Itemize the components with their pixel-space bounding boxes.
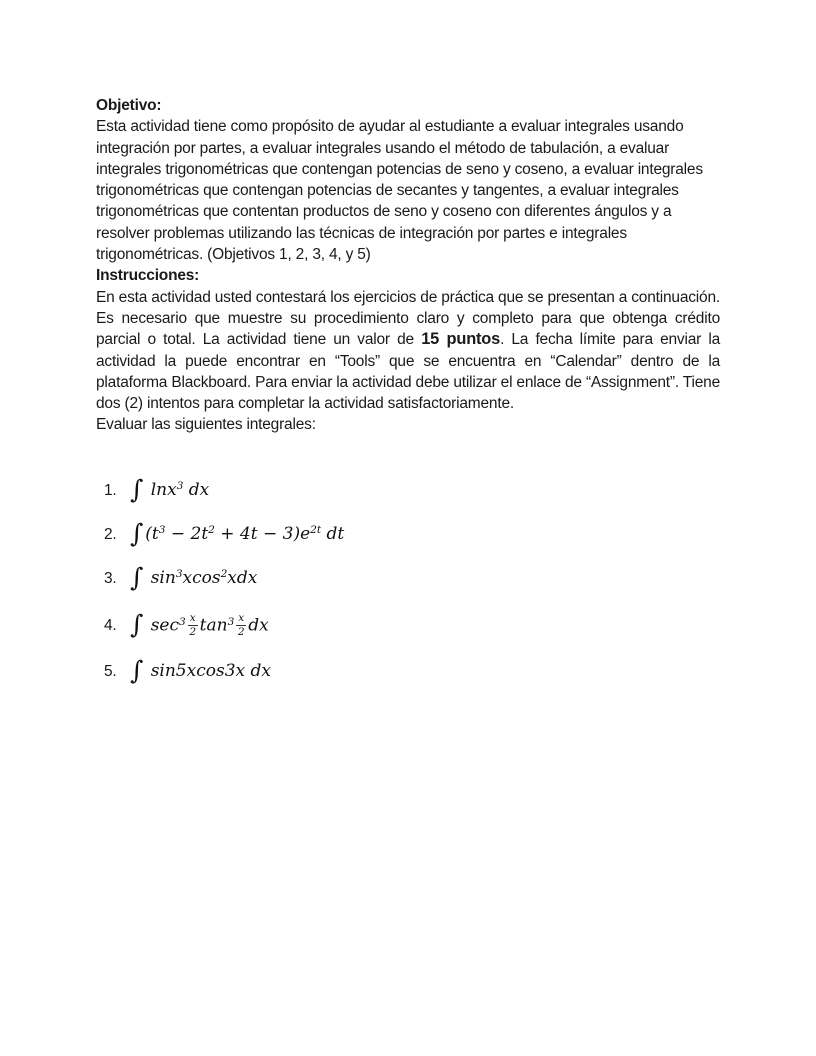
superscript: 2 [220, 568, 228, 581]
fraction [236, 613, 246, 638]
integral-sign: ∫ [130, 519, 144, 550]
math-text: tan [199, 615, 228, 636]
math-text: xcos [182, 568, 221, 589]
points-value: 15 puntos [421, 330, 501, 349]
superscript: 3 [176, 479, 184, 492]
superscript: 3 [227, 615, 235, 628]
math-text: dx [183, 479, 210, 500]
objetivo-heading: Objetivo: [96, 97, 162, 114]
math-expression [130, 655, 271, 686]
math-text: sin [145, 568, 176, 589]
math-text: dx [248, 615, 269, 636]
instrucciones-heading: Instrucciones: [96, 267, 200, 285]
instrucciones-body [96, 287, 720, 415]
instrucciones-text-after: . La fecha límite para enviar la actividad la puede encontrar en “Tools” que se encuentra en “Calendar” dentro de la plataforma Blackboard. Para enviar la actividad debe utilizar el enlace de “Assignment”. Tiene dos (2) intentos para completar la actividad satisfactoriamente. [96, 331, 720, 413]
problems-list [104, 474, 720, 686]
evaluar-line: Evaluar las siguientes integrales: [96, 416, 316, 434]
math-text: − 2t [165, 524, 209, 545]
superscript: 3 [158, 524, 166, 537]
problem-item [104, 610, 720, 641]
fraction-numerator: x [236, 613, 246, 626]
math-text: sec [145, 615, 180, 636]
math-text: + 4t − 3)e [214, 524, 311, 545]
integral-sign: ∫ [130, 474, 144, 505]
math-expression [130, 563, 258, 594]
problem-item [104, 655, 720, 686]
fraction-numerator: x [188, 613, 198, 626]
problem-number: 2. [104, 526, 117, 544]
integral-sign: ∫ [130, 655, 144, 686]
integral-sign: ∫ [130, 610, 144, 641]
superscript: 3 [175, 568, 183, 581]
problem-number: 3. [104, 570, 117, 588]
objetivo-body: Esta actividad tiene como propósito de ayudar al estudiante a evaluar integrales usando integración por partes, a evaluar integrales usando el método de tabulación, a evaluar integrales trigonométricas que contengan potencias de seno y coseno, a evaluar integrales trigonométricas que contengan potencias de secantes y tangentes, a evaluar integrales trigonométricas que contentan productos de seno y coseno con diferentes ángulos y a resolver problemas utilizando las técnicas de integración por partes e integrales trigonométricas. (Objetivos 1, 2, 3, 4, y 5) [96, 118, 703, 264]
superscript: 2 [208, 524, 215, 537]
problem-item [104, 474, 720, 505]
superscript: 2t [310, 524, 322, 537]
math-text: xdx [227, 568, 258, 589]
math-text: dt [321, 524, 345, 545]
superscript: 3 [179, 615, 186, 628]
math-expression [130, 474, 210, 505]
math-text: lnx [145, 479, 177, 500]
math-text: (t [145, 524, 159, 545]
problem-item [104, 519, 720, 550]
fraction [188, 613, 198, 638]
fraction-denominator: 2 [189, 625, 197, 638]
math-expression [130, 610, 269, 641]
fraction-denominator: 2 [237, 625, 245, 638]
problem-item [104, 563, 720, 594]
math-expression [130, 519, 345, 550]
problem-number: 1. [104, 481, 117, 499]
math-text: sin5xcos3x dx [145, 660, 271, 681]
integral-sign: ∫ [130, 563, 144, 594]
instrucciones-text-before: En esta actividad usted contestará los ejercicios de práctica que se presentan a continuación. Es necesario que muestre su procedimiento claro y completo para que obtenga crédito parcial o total. La actividad tiene un valor de [96, 288, 720, 349]
problem-number: 4. [104, 617, 117, 635]
problem-number: 5. [104, 662, 117, 680]
